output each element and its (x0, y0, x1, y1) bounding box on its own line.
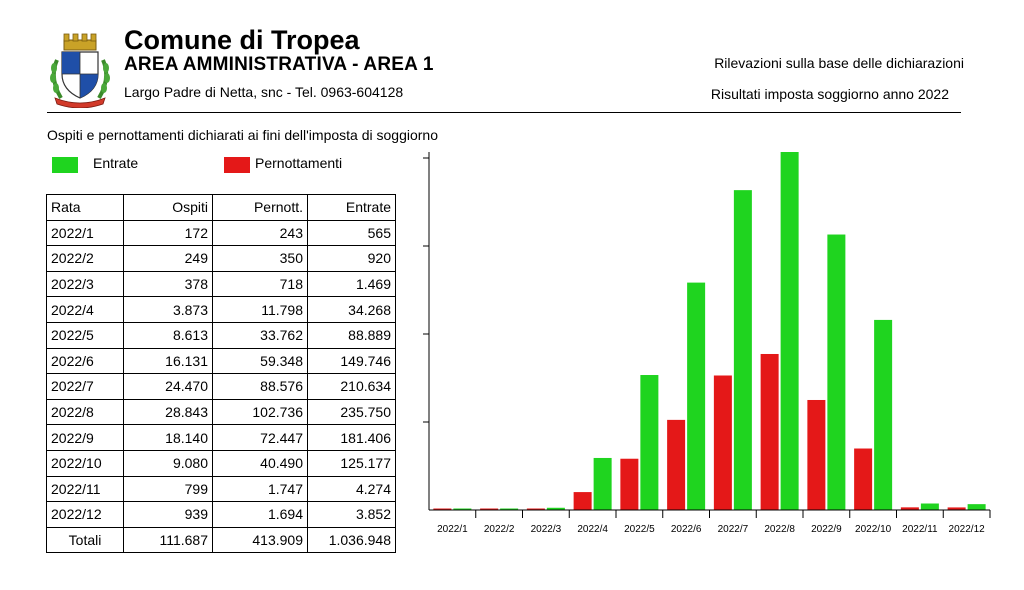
cell-rata: 2022/7 (47, 374, 124, 400)
cell-rata: 2022/6 (47, 348, 124, 374)
legend-pernottamenti-swatch (224, 157, 250, 173)
cell-entrate: 34.268 (308, 297, 396, 323)
cell-entrate: 125.177 (308, 450, 396, 476)
bar-pernottamenti-2022-7 (714, 375, 732, 510)
cell-ospiti: 939 (124, 502, 213, 528)
cell-rata: 2022/4 (47, 297, 124, 323)
x-tick-label: 2022/5 (624, 524, 655, 535)
cell-totals-label: Totali (47, 527, 124, 553)
column-header-entrate: Entrate (308, 195, 396, 221)
cell-entrate: 181.406 (308, 425, 396, 451)
cell-rata: 2022/12 (47, 502, 124, 528)
x-ticks (437, 510, 990, 535)
bar-entrate-2022-8 (781, 152, 799, 510)
table-row (47, 220, 396, 246)
cell-rata: 2022/9 (47, 425, 124, 451)
column-header-pernott: Pernott. (213, 195, 308, 221)
x-tick-label: 2022/10 (855, 524, 892, 535)
cell-ospiti: 3.873 (124, 297, 213, 323)
bar-pernottamenti-2022-9 (807, 400, 825, 510)
table-row (47, 476, 396, 502)
bar-entrate-2022-10 (874, 320, 892, 510)
cell-ospiti: 16.131 (124, 348, 213, 374)
table-header-row (47, 195, 396, 221)
cell-pernott: 243 (213, 220, 308, 246)
legend-entrate-label: Entrate (93, 155, 139, 171)
bar-pernottamenti-2022-5 (620, 459, 638, 510)
cell-ospiti: 18.140 (124, 425, 213, 451)
bar-entrate-2022-7 (734, 190, 752, 510)
bar-pernottamenti-2022-10 (854, 449, 872, 510)
bar-pernottamenti-2022-8 (761, 354, 779, 510)
cell-ospiti: 28.843 (124, 399, 213, 425)
table-row (47, 425, 396, 451)
cell-rata: 2022/8 (47, 399, 124, 425)
bar-entrate-2022-9 (827, 235, 845, 510)
cell-pernott: 72.447 (213, 425, 308, 451)
table-row (47, 348, 396, 374)
cell-ospiti: 249 (124, 246, 213, 272)
cell-rata: 2022/3 (47, 271, 124, 297)
cell-pernott: 59.348 (213, 348, 308, 374)
cell-ospiti: 8.613 (124, 322, 213, 348)
cell-totals-pernott: 413.909 (213, 527, 308, 553)
cell-entrate: 920 (308, 246, 396, 272)
cell-entrate: 565 (308, 220, 396, 246)
table-row (47, 374, 396, 400)
x-tick-label: 2022/1 (437, 524, 468, 535)
x-tick-label: 2022/11 (902, 524, 938, 535)
header-divider (47, 112, 961, 113)
cell-rata: 2022/5 (47, 322, 124, 348)
report-title: Risultati imposta soggiorno anno 2022 (710, 86, 949, 102)
table-totals-row (47, 527, 396, 553)
cell-pernott: 102.736 (213, 399, 308, 425)
table-row (47, 297, 396, 323)
bar-pernottamenti-2022-6 (667, 420, 685, 510)
cell-pernott: 40.490 (213, 450, 308, 476)
org-address: Largo Padre di Netta, snc - Tel. 0963-604128 (124, 84, 404, 100)
org-name: Comune di Tropea (124, 25, 360, 55)
cell-entrate: 4.274 (308, 476, 396, 502)
cell-rata: 2022/2 (47, 246, 124, 272)
table-row (47, 322, 396, 348)
cell-ospiti: 9.080 (124, 450, 213, 476)
cell-ospiti: 378 (124, 271, 213, 297)
cell-totals-ospiti: 111.687 (124, 527, 213, 553)
cell-pernott: 11.798 (213, 297, 308, 323)
x-tick-label: 2022/12 (948, 524, 985, 535)
table-row (47, 271, 396, 297)
cell-pernott: 33.762 (213, 322, 308, 348)
cell-pernott: 1.747 (213, 476, 308, 502)
x-tick-label: 2022/2 (483, 524, 515, 535)
table-row (47, 399, 396, 425)
cell-pernott: 1.694 (213, 502, 308, 528)
bar-entrate-2022-4 (594, 458, 612, 510)
table-row (47, 246, 396, 272)
cell-pernott: 88.576 (213, 374, 308, 400)
table-row (47, 502, 396, 528)
column-header-rata: Rata (47, 195, 124, 221)
x-tick-label: 2022/4 (577, 524, 608, 535)
cell-ospiti: 799 (124, 476, 213, 502)
y-ticks (423, 158, 429, 422)
x-tick-label: 2022/7 (717, 524, 749, 535)
section-caption: Ospiti e pernottamenti dichiarati ai fini dell'imposta di soggiorno (47, 127, 438, 143)
cell-entrate: 235.750 (308, 399, 396, 425)
x-tick-label: 2022/9 (811, 524, 842, 535)
cell-entrate: 1.469 (308, 271, 396, 297)
table-row (47, 450, 396, 476)
bar-entrate-2022-12 (968, 504, 986, 510)
report-note: Rilevazioni sulla base delle dichiarazioni (714, 55, 964, 71)
x-tick-label: 2022/6 (670, 524, 702, 535)
bar-entrate-2022-11 (921, 504, 939, 510)
data-table (46, 194, 396, 553)
x-tick-label: 2022/8 (764, 524, 795, 535)
cell-entrate: 210.634 (308, 374, 396, 400)
cell-entrate: 88.889 (308, 322, 396, 348)
legend-entrate-swatch (52, 157, 78, 173)
cell-rata: 2022/11 (47, 476, 124, 502)
chart-bars (433, 152, 985, 510)
column-header-ospiti: Ospiti (124, 195, 213, 221)
bar-pernottamenti-2022-4 (574, 492, 592, 510)
coat-of-arms-logo (47, 30, 113, 108)
cell-ospiti: 172 (124, 220, 213, 246)
bar-entrate-2022-5 (640, 375, 658, 510)
cell-rata: 2022/10 (47, 450, 124, 476)
org-area-title: AREA AMMINISTRATIVA - AREA 1 (124, 54, 434, 75)
x-tick-label: 2022/3 (530, 524, 562, 535)
cell-rata: 2022/1 (47, 220, 124, 246)
cell-entrate: 3.852 (308, 502, 396, 528)
cell-entrate: 149.746 (308, 348, 396, 374)
cell-pernott: 350 (213, 246, 308, 272)
cell-pernott: 718 (213, 271, 308, 297)
bar-entrate-2022-6 (687, 283, 705, 510)
cell-ospiti: 24.470 (124, 374, 213, 400)
legend-pernottamenti-label: Pernottamenti (255, 155, 343, 171)
bar-chart (410, 145, 995, 540)
cell-totals-entrate: 1.036.948 (308, 527, 396, 553)
